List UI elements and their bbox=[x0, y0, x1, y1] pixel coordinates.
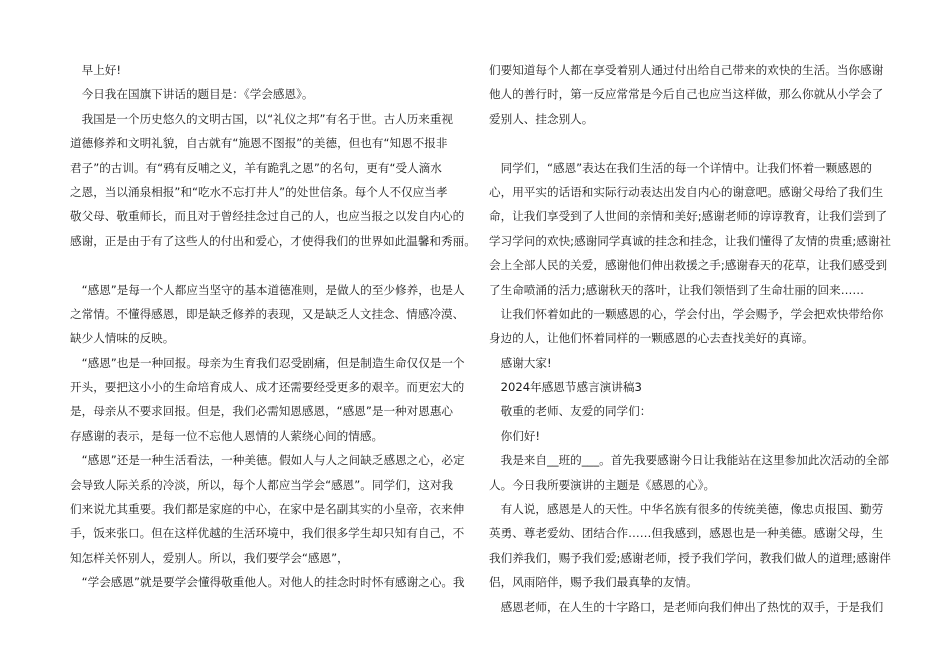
text-line: 了生命喷涌的活力;感谢秋天的落叶，让我们领悟到了生命壮丽的回来…… bbox=[489, 282, 864, 297]
paragraph-gap bbox=[70, 253, 456, 277]
text-line: 同学们，“感恩”表达在我们生活的每一个详情中。让我们怀着一颗感恩的 bbox=[489, 160, 873, 175]
paragraph-gap bbox=[489, 131, 875, 155]
text-line: 爱别人、挂念别人。 bbox=[489, 111, 594, 126]
text-line: 早上好! bbox=[70, 63, 122, 77]
text-line: 我国是一个历史悠久的文明古国，以“礼仪之邦”有名于世。古人历来重视 bbox=[70, 111, 454, 126]
text-line: 今日我在国旗下讲话的题目是：《学会感恩》。 bbox=[70, 87, 314, 102]
text-line: 缺少人情味的反映。 bbox=[70, 331, 175, 346]
text-line: 2024年感恩节感言演讲稿3 bbox=[489, 380, 642, 395]
text-line: 敬父母、敬重师长，而且对于曾经挂念过自己的人，也应当报之以发自内心的 bbox=[70, 209, 465, 224]
text-line: 人。今日我所要演讲的主题是《感恩的心》。 bbox=[489, 477, 716, 492]
text-line: 会上全部人民的关爱，感谢他们伸出救援之手;感谢春天的花草，让我们感受到 bbox=[489, 258, 888, 273]
text-line: “学会感恩”就是要学会懂得敬重他人。对他人的挂念时时怀有感谢之心。我 bbox=[70, 575, 465, 590]
text-line: 手，饭来张口。但在这样优越的生活环境中，我们很多学生却只知有自己，不 bbox=[70, 526, 465, 541]
text-line: 感谢大家! bbox=[489, 355, 552, 370]
text-line: 们来说尤其重要。我们都是家庭的中心，在家中是名副其实的小皇帝，衣来伸 bbox=[70, 502, 465, 517]
text-line: “感恩”还是一种生活看法，一种美德。假如人与人之间缺乏感恩之心，必定 bbox=[70, 453, 465, 468]
text-line: 他人的善行时，第一反应常常是今后自己也应当这样做，那么你就从小学会了 bbox=[489, 87, 884, 102]
text-line: 知怎样关怀别人，爱别人。所以，我们要学会“感恩”， bbox=[70, 550, 349, 565]
text-line: 有人说，感恩是人的天性。中华名族有很多的传统美德，像忠贞报国、勤劳 bbox=[489, 502, 884, 517]
text-line: 让我们怀着如此的一颗感恩的心，学会付出，学会赐予，学会把欢快带给你 bbox=[489, 306, 884, 321]
text-line: 开头，要把这小小的生命培育成人、成才还需要经受更多的艰辛。而更宏大的 bbox=[70, 380, 465, 395]
text-line: 敬重的老师、友爱的同学们： bbox=[489, 404, 652, 419]
text-line: 感谢，正是由于有了这些人的付出和爱心，才使得我们的世界如此温馨和秀丽。 bbox=[70, 233, 476, 248]
text-line: 我们养我们，赐予我们爱;感谢老师，授予我们学问，教我们做人的道理;感谢伴 bbox=[489, 550, 892, 565]
right-text-column bbox=[489, 58, 892, 619]
text-line: 身边的人，让他们怀着同样的一颗感恩的心去查找美好的真谛。 bbox=[489, 331, 814, 346]
text-line: 英勇、尊老爱幼、团结合作……但我感到，感恩也是一种美德。感谢父母，生 bbox=[489, 526, 884, 541]
text-line: 之恩，当以涌泉相报”和“吃水不忘打井人”的处世信条。每个人不仅应当孝 bbox=[70, 184, 448, 199]
text-line: 是，母亲从不要求回报。但是，我们必需知恩感恩，“感恩”是一种对恩惠心 bbox=[70, 404, 454, 419]
text-line: 心，用平实的话语和实际行动表达出发自内心的谢意吧。感谢父母给了我们生 bbox=[489, 184, 884, 199]
text-line: 之常情。不懂得感恩，即是缺乏修养的表现，又是缺乏人文挂念、情感冷漠、 bbox=[70, 306, 465, 321]
text-line: 们要知道每个人都在享受着别人通过付出给自己带来的欢快的生活。当你感谢 bbox=[489, 63, 884, 77]
left-text-column bbox=[70, 58, 476, 595]
text-line: 存感谢的表示，是每一位不忘他人恩情的人萦绕心间的情感。 bbox=[70, 428, 384, 443]
text-line: 学习学问的欢快;感谢同学真诚的挂念和挂念，让我们懂得了友情的贵重;感谢社 bbox=[489, 233, 892, 248]
text-line: “感恩”是每一个人都应当坚守的基本道德准则，是做人的至少修养，也是人 bbox=[70, 282, 465, 297]
text-line: 命，让我们享受到了人世间的亲情和美好;感谢老师的谆谆教育，让我们尝到了 bbox=[489, 209, 888, 224]
text-line: 会导致人际关系的冷淡，所以，每个人都应当学会“感恩”。同学们，这对我 bbox=[70, 477, 454, 492]
text-line: 感恩老师，在人生的十字路口，是老师向我们伸出了热忱的双手，于是我们 bbox=[489, 599, 884, 614]
text-line: 侣，风雨陪伴，赐予我们最真挚的友情。 bbox=[489, 575, 698, 590]
text-line: “感恩”也是一种回报。母亲为生育我们忍受剧痛，但是制造生命仅仅是一个 bbox=[70, 355, 465, 370]
text-line: 你们好! bbox=[489, 428, 541, 443]
text-line: 道德修养和文明礼貌，自古就有“施恩不图报”的美德，但也有“知恩不报非 bbox=[70, 136, 448, 151]
text-line: 我是来自__班的___。首先我要感谢今日让我能站在这里参加此次活动的全部 bbox=[489, 453, 889, 468]
text-line: 君子”的古训。有“鸦有反哺之义，羊有跪乳之恩”的名句，更有“受人滴水 bbox=[70, 160, 442, 175]
